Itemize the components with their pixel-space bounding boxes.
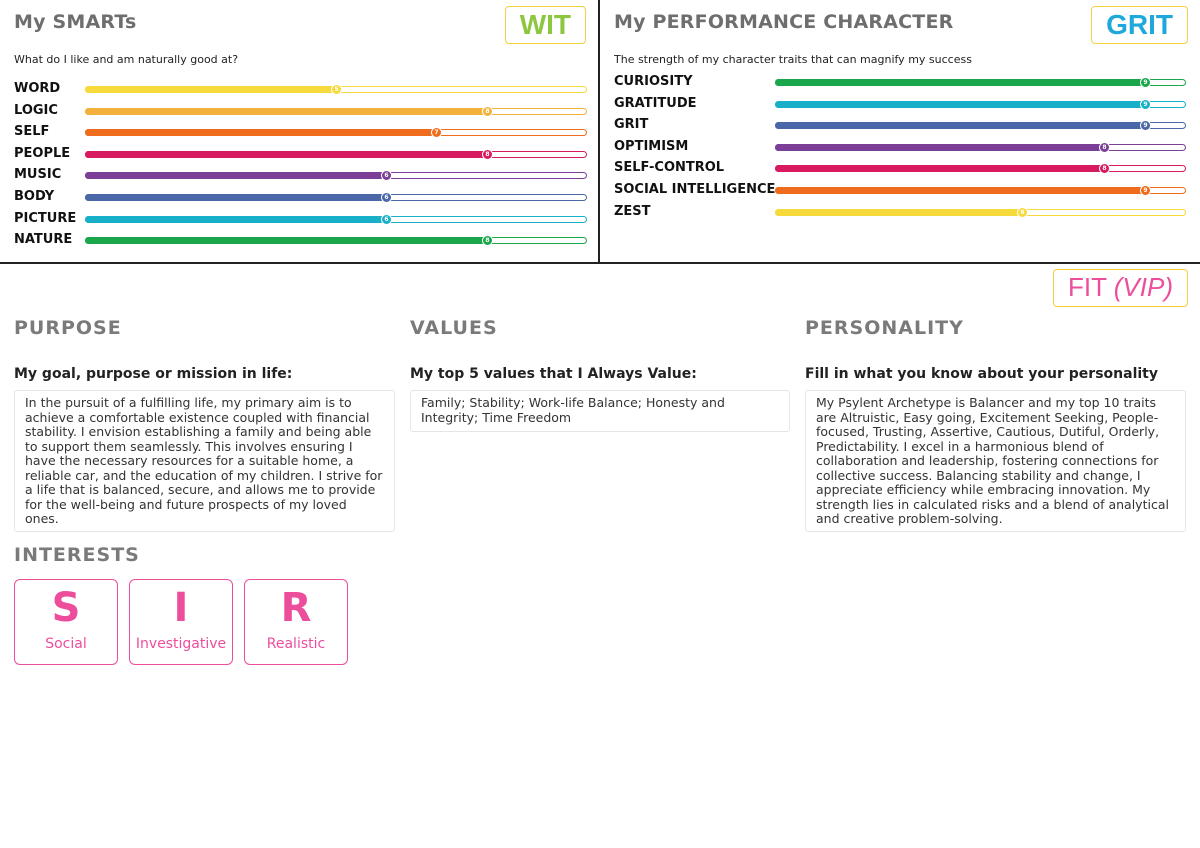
interests-title: INTERESTS (14, 544, 140, 566)
wit-badge: WIT (505, 6, 586, 44)
bar-row (614, 203, 1186, 223)
bar-row (14, 145, 587, 165)
interest-card-investigative (129, 579, 233, 665)
bar-track (85, 194, 587, 201)
bar-fill (775, 187, 1145, 194)
bar-fill (85, 237, 487, 244)
bar-fill (85, 129, 436, 136)
bar-row (14, 102, 587, 122)
bar-fill (85, 216, 386, 223)
interest-name: Investigative (135, 636, 227, 652)
bar-score-knob: 9 (1140, 185, 1151, 196)
interest-name: Realistic (266, 636, 326, 652)
bar-label: NATURE (14, 232, 73, 248)
bar-row (14, 188, 587, 208)
bar-row (614, 95, 1186, 115)
bar-label: SELF (14, 124, 50, 140)
bar-label: PICTURE (14, 210, 77, 226)
bar-row (614, 181, 1186, 201)
bar-label: MUSIC (14, 167, 62, 183)
bar-track (85, 129, 587, 136)
bar-row (14, 80, 587, 100)
fit-badge-sub: (VIP) (1113, 272, 1173, 302)
fit-badge (1053, 269, 1188, 307)
interest-letter: I (173, 585, 189, 631)
bar-track (775, 209, 1186, 216)
bar-fill (775, 79, 1145, 86)
interest-letter: S (51, 585, 81, 631)
purpose-prompt: My goal, purpose or mission in life: (14, 366, 293, 382)
bar-row (14, 210, 587, 230)
values-text-box[interactable]: Family; Stability; Work-life Balance; Honesty and Integrity; Time Freedom (410, 390, 790, 432)
bar-label: ZEST (614, 203, 651, 219)
bar-fill (85, 151, 487, 158)
interest-name: Social (45, 636, 87, 652)
bar-track (85, 216, 587, 223)
bar-fill (775, 165, 1104, 172)
interest-card-realistic (244, 579, 348, 665)
bar-row (614, 73, 1186, 93)
bar-track (775, 122, 1186, 129)
bar-label: CURIOSITY (614, 74, 693, 89)
bar-fill (775, 101, 1145, 108)
character-subtitle: The strength of my character traits that can magnify my success (614, 53, 972, 66)
bar-score-knob: 9 (1140, 120, 1151, 131)
bar-label: PEOPLE (14, 145, 71, 161)
bar-track (85, 237, 587, 244)
bar-score-knob: 8 (482, 235, 493, 246)
bar-row (14, 123, 587, 143)
bar-label: LOGIC (14, 102, 58, 118)
bar-score-knob: 8 (1099, 142, 1110, 153)
bar-row (614, 159, 1186, 179)
bar-score-knob: 9 (1140, 99, 1151, 110)
bar-track (85, 108, 587, 115)
bar-track (85, 151, 587, 158)
bar-track (85, 86, 587, 93)
bar-label: GRIT (614, 117, 649, 133)
bar-row (14, 166, 587, 186)
purpose-title: PURPOSE (14, 317, 122, 339)
bar-track (85, 172, 587, 179)
bar-track (775, 144, 1186, 151)
bar-track (775, 79, 1186, 86)
values-title: VALUES (410, 317, 498, 339)
bar-row (614, 138, 1186, 158)
bar-track (775, 165, 1186, 172)
bar-label: WORD (14, 81, 61, 96)
values-prompt: My top 5 values that I Always Value: (410, 366, 697, 382)
personality-text-box[interactable]: My Psylent Archetype is Balancer and my top 10 traits are Altruistic, Easy going, Excitement Seeking, People-focused, Trusting, Assertive, Cautious, Dutiful, Orderly, Predictability. I excel in a harmonious blend of collaboration and leadership, fostering connections for collective success. Balancing stability and change, I appreciate efficiency while embracing innovation. My strength lies in calculated risks and a blend of analytical and creative problem-solving. (805, 390, 1186, 532)
bar-fill (775, 122, 1145, 129)
bar-score-knob: 6 (381, 192, 392, 203)
purpose-text-box[interactable]: In the pursuit of a fulfilling life, my primary aim is to achieve a comfortable existence coupled with financial stability. I envision establishing a family and being able to support them seamlessly. This involves ensuring I have the necessary resources for a suitable home, a reliable car, and the education of my children. I strive for a life that is balanced, secure, and allows me to provide for the well-being and future prospects of my loved ones. (14, 390, 395, 532)
grit-badge: GRIT (1091, 6, 1188, 44)
bar-score-knob: 8 (482, 149, 493, 160)
bar-fill (775, 209, 1022, 216)
personality-title: PERSONALITY (805, 317, 964, 339)
bar-fill (85, 108, 487, 115)
bar-score-knob: 5 (331, 84, 342, 95)
character-title: My PERFORMANCE CHARACTER (614, 11, 954, 33)
bar-label: GRATITUDE (614, 95, 697, 111)
character-panel (600, 0, 1200, 264)
interest-card-social (14, 579, 118, 665)
bar-label: SELF-CONTROL (614, 160, 725, 176)
smarts-title: My SMARTs (14, 11, 137, 33)
bar-fill (775, 144, 1104, 151)
bar-label: BODY (14, 189, 55, 204)
interest-letter: R (280, 585, 312, 631)
bar-label: SOCIAL INTELLIGENCE (614, 182, 776, 197)
bar-fill (85, 86, 336, 93)
bar-score-knob: 6 (381, 170, 392, 181)
bar-score-knob: 9 (1140, 77, 1151, 88)
bar-fill (85, 172, 386, 179)
bar-fill (85, 194, 386, 201)
bar-score-knob: 8 (482, 106, 493, 117)
bar-label: OPTIMISM (614, 138, 689, 154)
smarts-subtitle: What do I like and am naturally good at? (14, 53, 239, 66)
bar-row (14, 231, 587, 251)
bar-score-knob: 6 (381, 214, 392, 225)
bar-track (775, 187, 1186, 194)
personality-prompt: Fill in what you know about your personality (805, 366, 1158, 382)
bar-row (614, 116, 1186, 136)
bar-score-knob: 8 (1099, 163, 1110, 174)
bar-score-knob: 7 (431, 127, 442, 138)
bar-score-knob: 6 (1017, 207, 1028, 218)
bar-track (775, 101, 1186, 108)
smarts-panel (0, 0, 600, 264)
fit-badge-main: FIT (1068, 272, 1107, 302)
